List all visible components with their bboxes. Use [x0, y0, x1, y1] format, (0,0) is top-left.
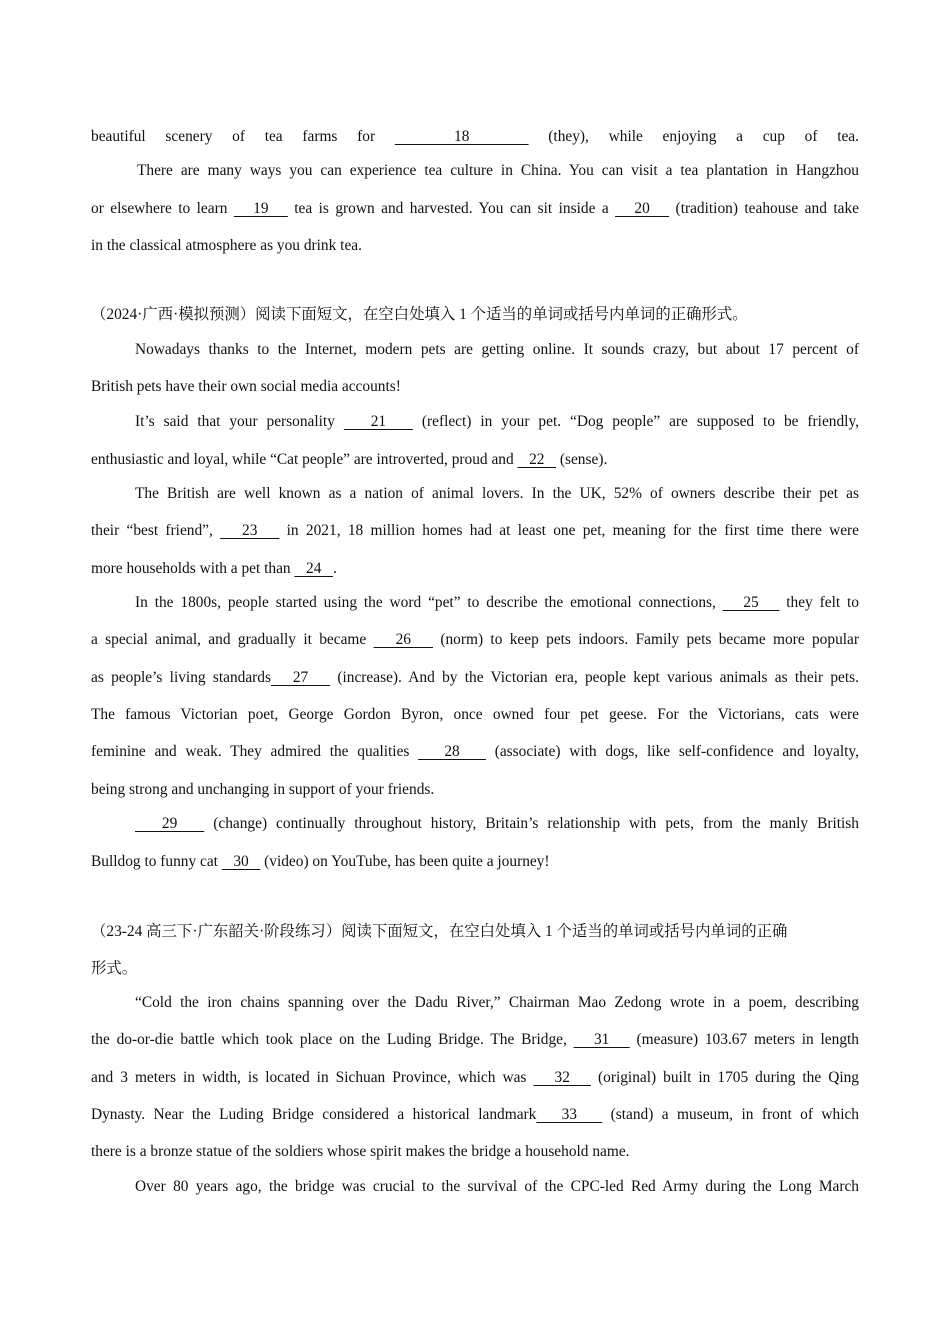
line-text: It’s said that your personality: [135, 413, 344, 430]
exercise-header: （2024·广西·模拟预测）阅读下面短文，在空白处填入 1 个适当的单词或括号内单词的正确形式。: [91, 306, 748, 323]
paragraph-line: [135, 993, 859, 1013]
line-text: they felt to: [779, 594, 859, 611]
line-text: beautiful scenery of tea farms for: [91, 128, 395, 145]
line-text: In the 1800s, people started using the word “pet” to describe the emotional connections,: [135, 594, 723, 611]
line-text: enthusiastic and loyal, while “Cat people” are introverted, proud and: [91, 451, 518, 468]
paragraph-line: [135, 1177, 859, 1197]
line-text: Dynasty. Near the Luding Bridge considered a historical landmark: [91, 1106, 537, 1123]
answer-blank-22[interactable]: 22: [517, 451, 557, 468]
paragraph-line: [91, 705, 859, 725]
line-text: tea is grown and harvested. You can sit inside a: [287, 200, 616, 217]
line-text: Bulldog to funny cat: [91, 853, 222, 870]
exercise-header-continued: 形式。: [91, 960, 138, 977]
line-text: .: [332, 560, 337, 577]
paragraph-line: [135, 593, 859, 613]
line-text: (they), while enjoying a cup of tea.: [528, 128, 859, 145]
answer-blank-23[interactable]: 23: [220, 522, 280, 539]
answer-blank-21[interactable]: 21: [343, 413, 413, 430]
answer-blank-31[interactable]: 31: [573, 1031, 630, 1048]
answer-blank-19[interactable]: 19: [233, 200, 288, 217]
paragraph-line: [135, 814, 859, 834]
answer-blank-30[interactable]: 30: [221, 853, 261, 870]
exercise-header: （23-24 高三下·广东韶关·阶段练习）阅读下面短文，在空白处填入 1 个适当的单词或括号内单词的正确: [91, 923, 788, 940]
line-text: the do-or-die battle which took place on the Luding Bridge. The Bridge,: [91, 1031, 574, 1048]
line-text: The British are well known as a nation of animal lovers. In the UK, 52% of owners describe their pet as: [135, 485, 859, 502]
line-text: a special animal, and gradually it became: [91, 631, 374, 648]
line-text: their “best friend”,: [91, 522, 221, 539]
line-text: Nowadays thanks to the Internet, modern pets are getting online. It sounds crazy, but about 17 percent of: [135, 341, 859, 358]
answer-blank-18[interactable]: 18: [394, 128, 529, 145]
answer-blank-28[interactable]: 28: [418, 743, 486, 760]
line-text: (reflect) in your pet. “Dog people” are supposed to be friendly,: [412, 413, 860, 430]
paragraph-line: [91, 377, 859, 397]
answer-blank-29[interactable]: 29: [135, 815, 205, 832]
line-text: (original) built in 1705 during the Qing: [590, 1069, 859, 1086]
answer-blank-33[interactable]: 33: [536, 1106, 603, 1123]
line-text: “Cold the iron chains spanning over the Dadu River,” Chairman Mao Zedong wrote in a poem, describing: [135, 994, 859, 1011]
line-text: (increase). And by the Victorian era, people kept various animals as their pets.: [330, 669, 859, 686]
line-text: in 2021, 18 million homes had at least one pet, meaning for the first time there were: [279, 522, 860, 539]
line-text: (associate) with dogs, like self-confidence and loyalty,: [485, 743, 859, 760]
answer-blank-27[interactable]: 27: [271, 669, 331, 686]
line-text: (norm) to keep pets indoors. Family pets became more popular: [433, 631, 859, 648]
paragraph-line: [91, 1105, 859, 1125]
line-text: There are many ways you can experience tea culture in China. You can visit a tea plantation in Hangzhou: [137, 162, 859, 179]
paragraph-line: [91, 742, 859, 762]
answer-blank-25[interactable]: 25: [722, 594, 780, 611]
paragraph-line: [91, 668, 859, 688]
paragraph-line: [91, 559, 859, 579]
line-text: in the classical atmosphere as you drink tea.: [91, 237, 362, 254]
paragraph-line: [91, 127, 859, 147]
answer-blank-26[interactable]: 26: [373, 631, 433, 648]
line-text: (tradition) teahouse and take: [669, 200, 859, 217]
line-text: (measure) 103.67 meters in length: [629, 1031, 860, 1048]
paragraph-line: [137, 161, 859, 181]
line-text: being strong and unchanging in support of your friends.: [91, 781, 435, 798]
paragraph-line: [91, 521, 859, 541]
paragraph-line: [91, 852, 859, 872]
line-text: (stand) a museum, in front of which: [602, 1106, 859, 1123]
paragraph-line: [91, 780, 859, 800]
answer-blank-20[interactable]: 20: [615, 200, 670, 217]
line-text: Over 80 years ago, the bridge was crucial to the survival of the CPC-led Red Army during the Long March: [135, 1178, 859, 1195]
line-text: and 3 meters in width, is located in Sichuan Province, which was: [91, 1069, 534, 1086]
line-text: (sense).: [556, 451, 608, 468]
line-text: more households with a pet than: [91, 560, 295, 577]
line-text: The famous Victorian poet, George Gordon Byron, once owned four pet geese. For the Victorians, cats were: [91, 706, 859, 723]
paragraph-line: [135, 412, 859, 432]
paragraph-line: [91, 630, 859, 650]
line-text: British pets have their own social media accounts!: [91, 378, 401, 395]
paragraph-line: [91, 1030, 859, 1050]
paragraph-line: [135, 340, 859, 360]
answer-blank-32[interactable]: 32: [533, 1069, 591, 1086]
line-text: or elsewhere to learn: [91, 200, 234, 217]
line-text: as people’s living standards: [91, 669, 271, 686]
paragraph-line: [91, 199, 859, 219]
paragraph-line: [91, 1142, 859, 1162]
paragraph-line: [135, 484, 859, 504]
line-text: (change) continually throughout history, Britain’s relationship with pets, from the manly British: [204, 815, 859, 832]
paragraph-line: [91, 236, 859, 256]
line-text: (video) on YouTube, has been quite a journey!: [260, 853, 550, 870]
line-text: there is a bronze statue of the soldiers whose spirit makes the bridge a household name.: [91, 1143, 630, 1160]
paragraph-line: [91, 450, 859, 470]
line-text: feminine and weak. They admired the qualities: [91, 743, 419, 760]
answer-blank-24[interactable]: 24: [294, 560, 333, 577]
paragraph-line: [91, 1068, 859, 1088]
